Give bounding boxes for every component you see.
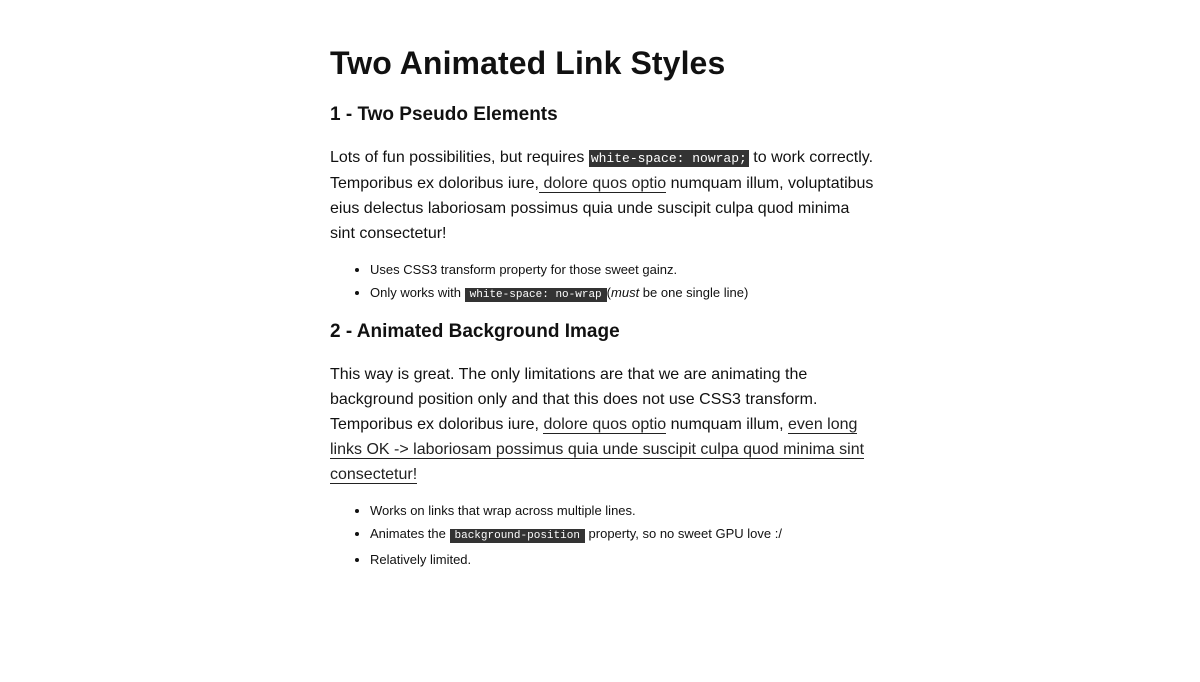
list-item (370, 281, 875, 307)
list-item-text: be one single line) (639, 285, 749, 300)
section-1-code: white-space: nowrap; (590, 151, 747, 166)
section-1-paragraph (330, 145, 875, 246)
list-item-code: white-space: no-wrap (465, 288, 607, 302)
page-title: Two Animated Link Styles (330, 45, 726, 81)
section-2-link-1[interactable]: dolore quos optio (543, 416, 667, 433)
section-1-list (330, 258, 875, 307)
list-item (370, 522, 875, 548)
list-item: • Works on links that wrap across multiple lines. (370, 499, 875, 522)
list-item-text: Only works with (370, 285, 465, 300)
list-item-code: background-position (450, 529, 585, 543)
list-item-text: ( (606, 285, 612, 300)
section-2-paragraph (330, 362, 875, 487)
section-2-text-a: This way is great. The only limitations are that we are animating the background position only and that this does not use CSS3 transform. Temporibus ex doloribus iure, (330, 366, 818, 433)
section-2-list (330, 499, 875, 571)
section-1-link[interactable]: dolore quos optio (539, 175, 667, 192)
list-item: • Relatively limited. (370, 548, 875, 571)
section-2-text-b: numquam illum, (666, 416, 789, 433)
section-1-heading: 1 - Two Pseudo Elements (330, 104, 558, 125)
section-1-text-b: to work correctly. Temporibus ex doloribus iure, (330, 149, 874, 192)
section-2-link-2[interactable]: even long links OK -> laboriosam possimus quia unde suscipit culpa quod minima sint consectetur! (330, 416, 865, 483)
list-item-text: Animates the (370, 526, 450, 541)
section-2-heading: 2 - Animated Background Image (330, 321, 620, 342)
list-item-text: property, so no sweet GPU love :/ (584, 526, 782, 541)
section-1-text-c: numquam illum, voluptatibus eius delectus laboriosam possimus quia unde suscipit culpa quod minima sint consectetur! (330, 175, 874, 242)
article (330, 0, 875, 571)
section-1-text-a: Lots of fun possibilities, but requires (330, 149, 589, 166)
list-item-emphasis: must (611, 285, 640, 300)
list-item: • Uses CSS3 transform property for those sweet gainz. (370, 258, 875, 281)
